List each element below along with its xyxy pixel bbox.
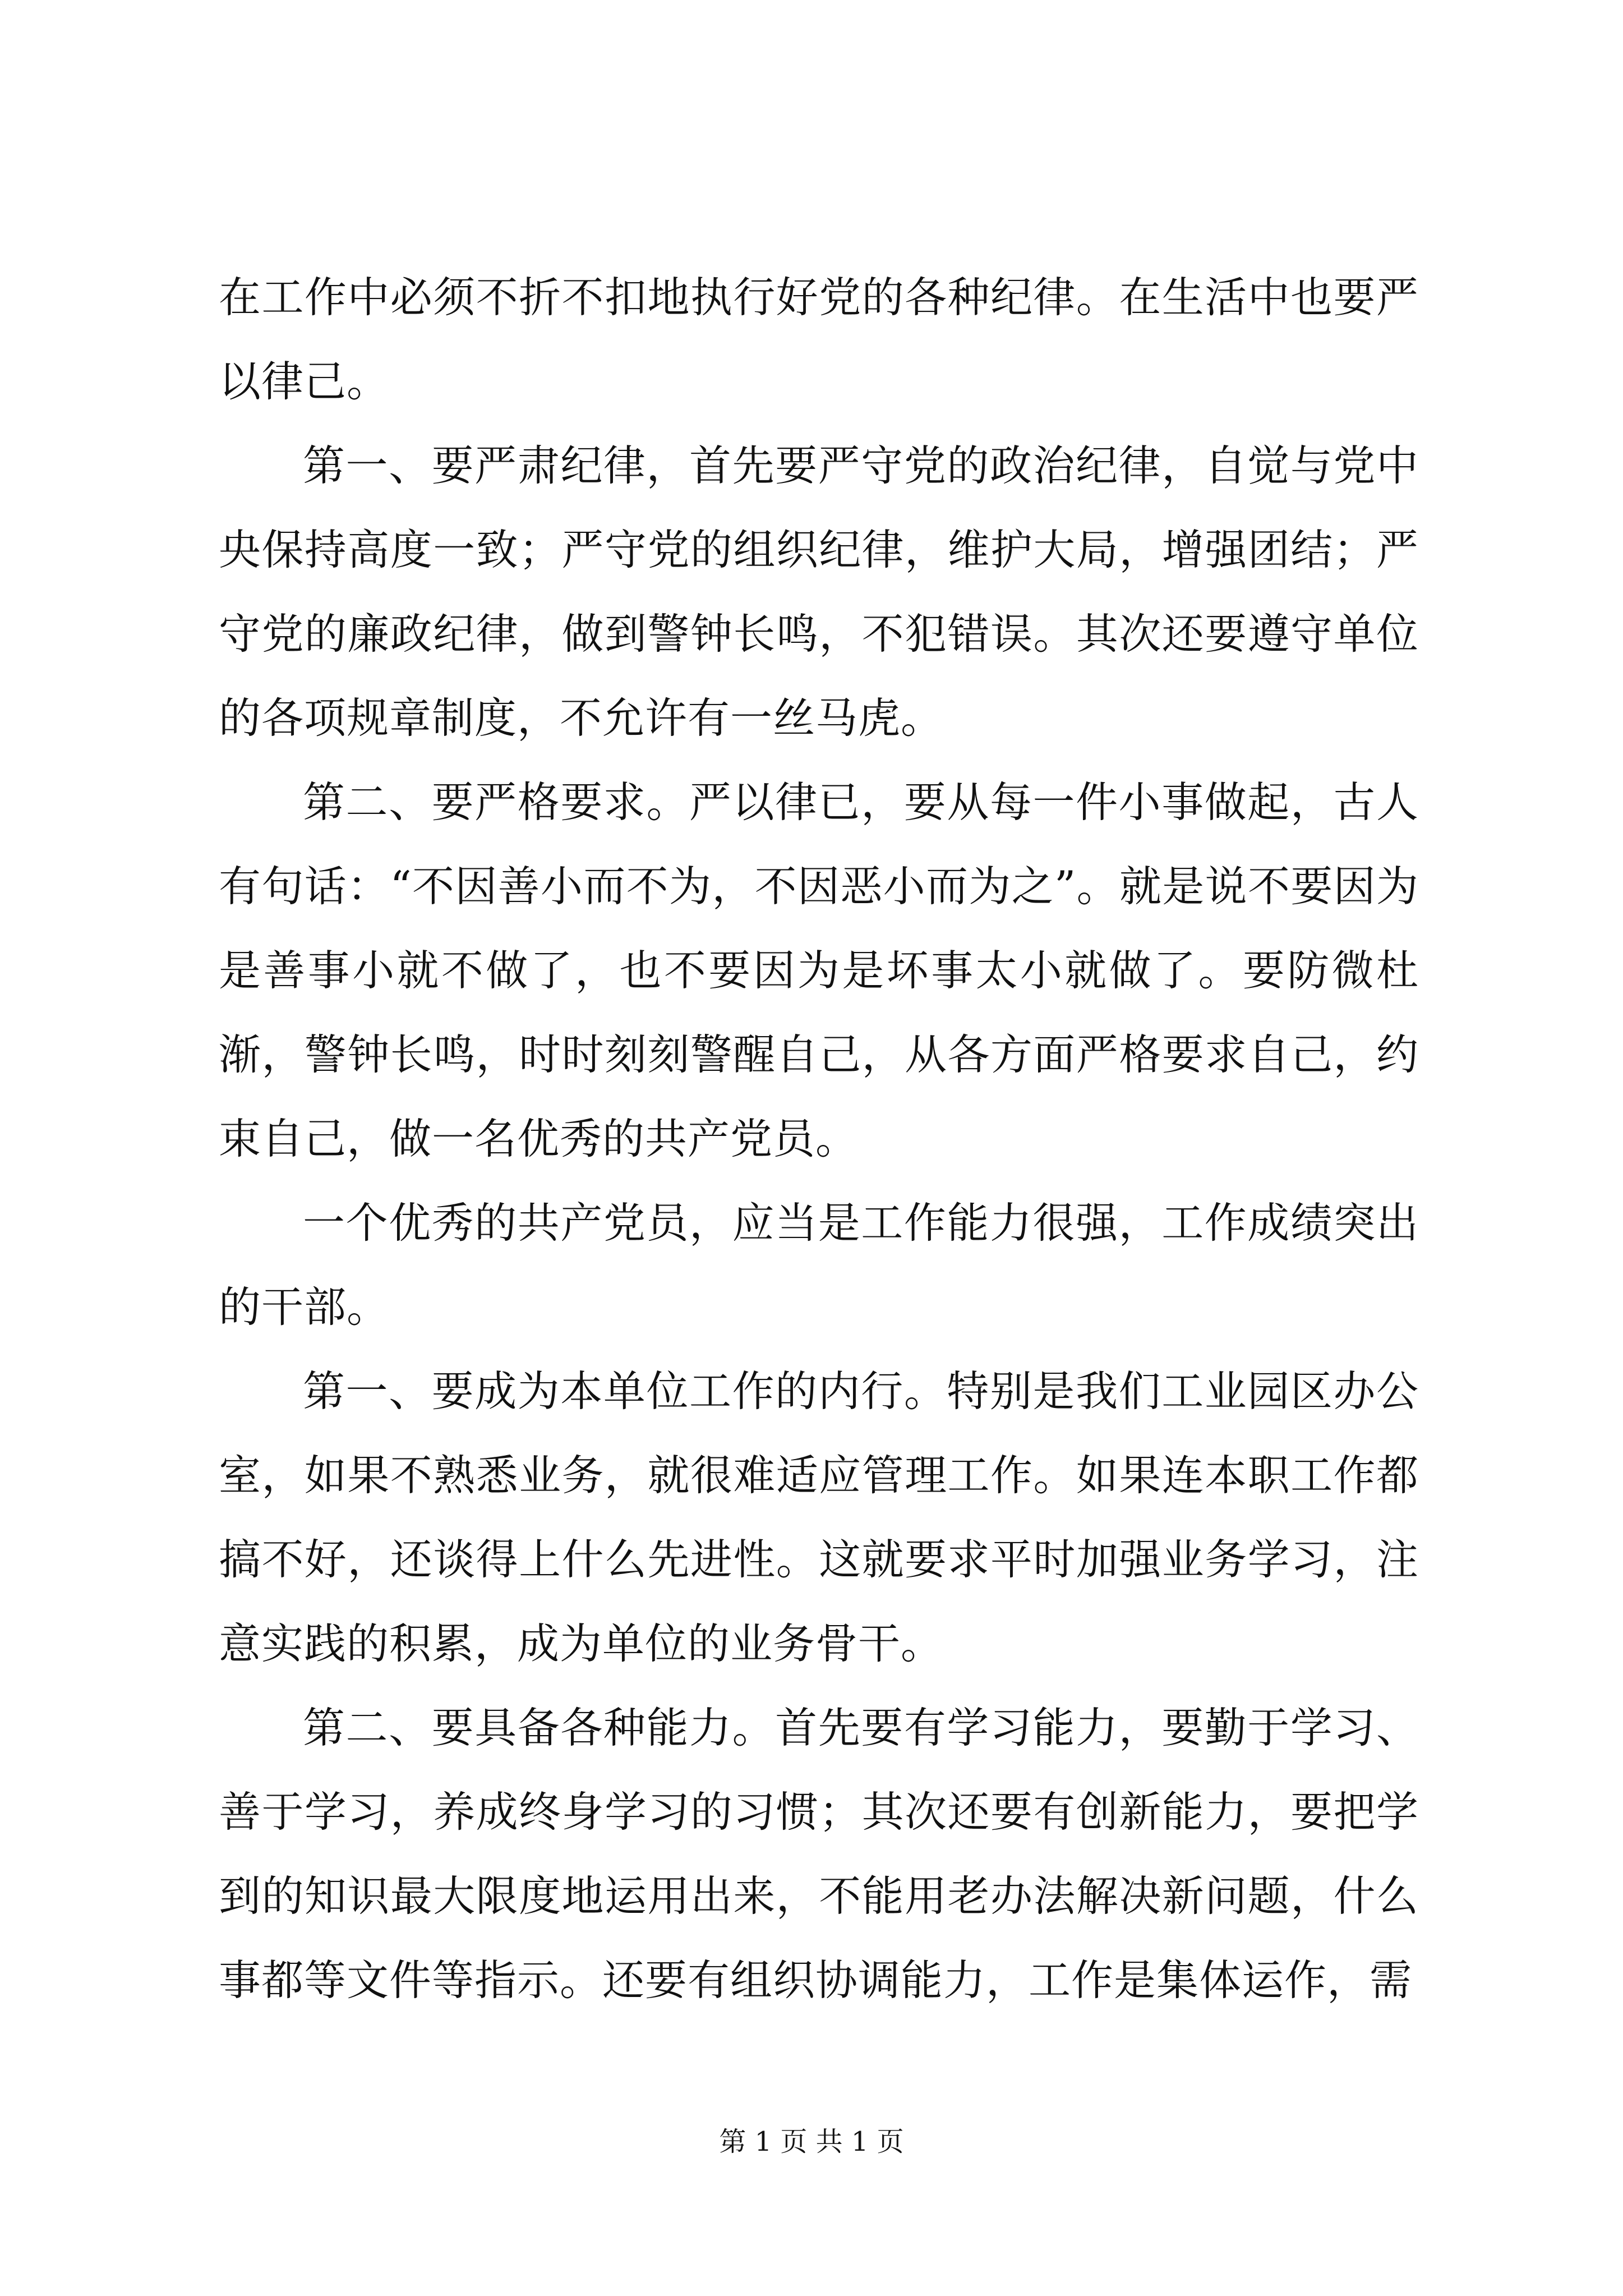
- paragraph-expertise: 第一、要成为本单位工作的内行。特别是我们工业园区办公室，如果不熟悉业务，就很难适应管理工作。如果连本职工作都搞不好，还谈得上什么先进性。这就要求平时加强业务学习，注意实践的积累，成为单位的业务骨干。: [219, 1366, 1419, 1668]
- paragraph-strict-requirements: 第二、要严格要求。严以律已，要从每一件小事做起，古人有句话：“不因善小而不为，不因恶小而为之”。就是说不要因为是善事小就不做了，也不要因为是坏事太小就做了。要防微杜渐，警钟长鸣，时时刻刻警醒自己，从各方面严格要求自己，约束自己，做一名优秀的共产党员。: [219, 777, 1419, 1163]
- paragraph-abilities: 第二、要具备各种能力。首先要有学习能力，要勤于学习、善于学习，养成终身学习的习惯；其次还要有创新能力，要把学到的知识最大限度地运用出来，不能用老办法解决新问题，什么事都等文件等指示。还要有组织协调能力，工作是集体运作，需: [219, 1703, 1419, 2005]
- paragraph-excellent-member: 一个优秀的共产党员，应当是工作能力很强，工作成绩突出的干部。: [219, 1198, 1419, 1332]
- paragraph-discipline: 第一、要严肃纪律，首先要严守党的政治纪律，自觉与党中央保持高度一致；严守党的组织纪律，维护大局，增强团结；严守党的廉政纪律，做到警钟长鸣，不犯错误。其次还要遵守单位的各项规章制度，不允许有一丝马虎。: [219, 441, 1419, 743]
- page-number-footer: 第 1 页 共 1 页: [719, 2126, 904, 2157]
- paragraph-continuation: 在工作中必须不折不扣地执行好党的各种纪律。在生活中也要严以律己。: [219, 273, 1419, 406]
- document-body: [219, 255, 1419, 2022]
